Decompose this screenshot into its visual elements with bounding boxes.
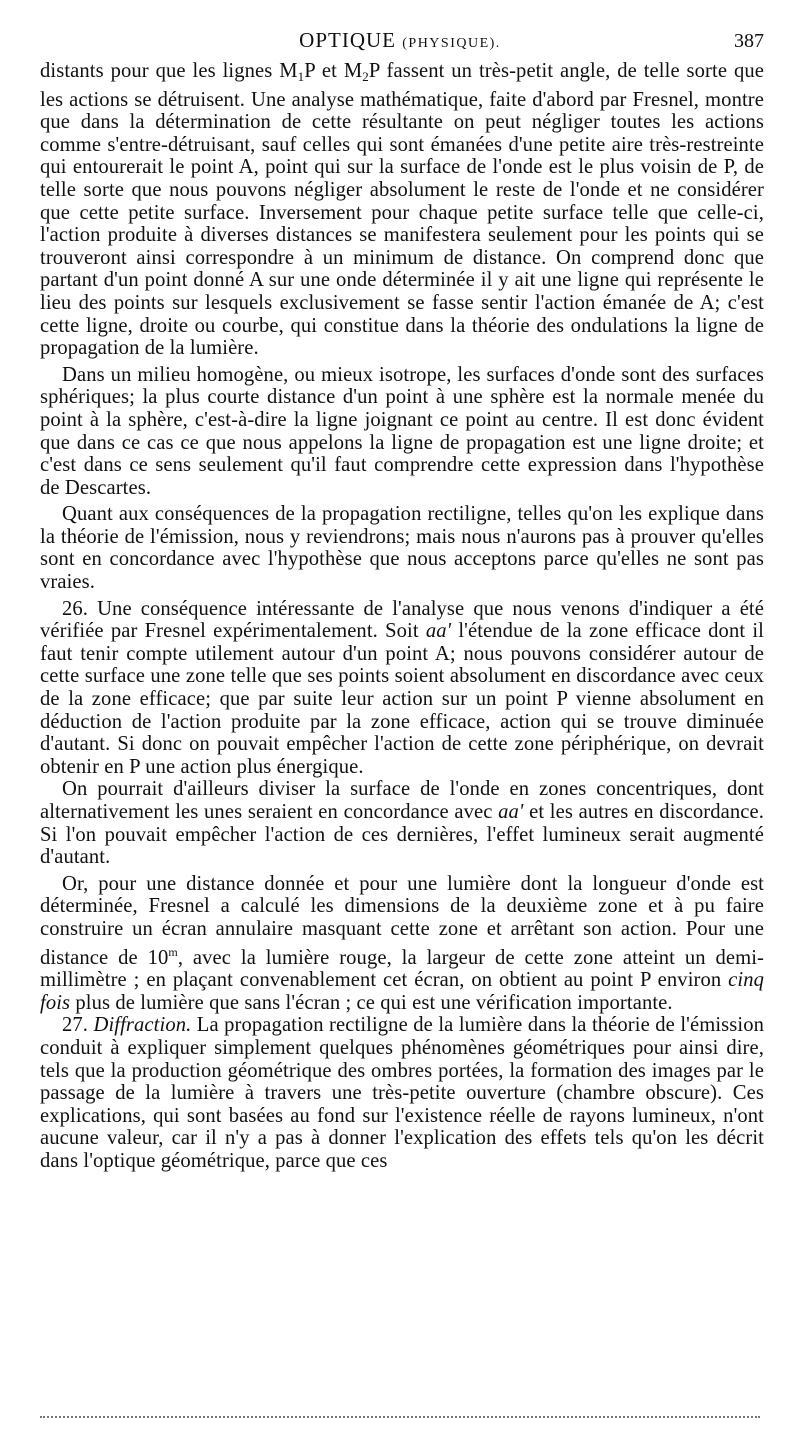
paragraph-2: Dans un milieu homogène, ou mieux isotrope, les surfaces d'onde sont des surfaces sphériques; la plus courte distance d'un point à une sphère est la normale menée du point à la sphère, c'est-à-dire la ligne joignant ce point au centre. Il est donc évident que dans ce cas ce que nous appelons la ligne de propagation est une ligne droite; et c'est dans ce sens seulement qu'il faut comprendre cette expression dans l'hypothèse de Descartes. bbox=[40, 363, 764, 499]
section-title-diffraction: Diffraction. bbox=[93, 1014, 192, 1037]
paragraph-4-text-b: l'étendue de la zone efficace dont il faut tenir compte utilement autour d'un point A; nous pouvons considérer autour de cette surface une zone telle que ses points soient absolument en discordance avec ceux de la zone efficace; que par suite leur action sur un point P vienne absolument en déduction de l'action produite par la zone efficace, action qui se trouve diminuée d'autant. Si donc on pouvait empêcher l'action de cette zone périphérique, on devrait obtenir en P une action plus énergique. bbox=[40, 620, 764, 778]
paragraph-6-text-b: , avec la lumière rouge, la largeur de cette zone atteint un demi-millimètre ; en plaçant convenablement cet écran, on obtient au point P environ bbox=[40, 946, 765, 992]
running-title bbox=[0, 28, 800, 53]
paragraph-1 bbox=[40, 60, 764, 360]
subscript-2: 2 bbox=[362, 69, 369, 84]
emphasis-cinq-fois: cinq fois bbox=[40, 969, 764, 1014]
paragraph-1-text-c: P fassent un très-petit angle, de telle sorte que les actions se détruisent. Une analyse mathématique, faite d'abord par Fresnel, montre que dans la détermination de cette résultante on peut négliger toutes les actions comme s'entre-détruisant, sauf celles qui sont émanées d'une petite aire très-restreinte qui entourerait le point A, point qui sur la surface de l'onde est le plus voisin de P, de telle sorte que nous pouvons négliger absolument le reste de l'onde et ne considérer que cette petite surface. Inversement pour chaque petite surface telle que celle-ci, l'action produite à diverses distances se manifestera seulement pour les points qui se trouveront ainsi correspondre à un minimum de distance. On comprend donc que partant d'un point donné A sur une onde déterminée il y ait une ligne qui représente le lieu des points sur lesquels exclusivement se fasse sentir l'action émanée de A; c'est cette ligne, droite ou courbe, qui constitue dans la théorie des ondulations la ligne de propagation de la lumière. bbox=[40, 60, 764, 360]
paragraph-5 bbox=[40, 778, 764, 868]
superscript-m: m bbox=[168, 944, 178, 959]
paragraph-1-text-a: distants pour que les lignes M bbox=[40, 60, 298, 82]
paragraph-6-text-c: plus de lumière que sans l'écran ; ce qui est une vérification importante. bbox=[70, 991, 673, 1014]
running-title-main: OPTIQUE bbox=[299, 28, 396, 52]
page-number: 387 bbox=[734, 30, 764, 52]
paragraph-6-text-a: Or, pour une distance donnée et pour une lumière dont la longueur d'onde est déterminée, Fresnel a calculé les dimensions de la deuxième zone et à pu faire construire un écran annulaire masquant cette zone et arrêtant son action. Pour une distance de 10 bbox=[40, 872, 764, 969]
paragraph-4-text-a: Une conséquence intéressante de l'analyse que nous venons d'indiquer a été vérifiée par Fresnel expérimentalement. Soit bbox=[40, 597, 764, 643]
subscript-1: 1 bbox=[297, 69, 305, 84]
running-head bbox=[0, 28, 800, 52]
section-number-27: 27. bbox=[62, 1014, 89, 1037]
running-title-paren: (PHYSIQUE). bbox=[402, 36, 501, 51]
paragraph-3: Quant aux conséquences de la propagation rectiligne, telles qu'on les explique dans la théorie de l'émission, nous y reviendrons; mais nous n'aurons pas à prouver qu'elles sont en concordance avec l'hypothèse que nous acceptons parce qu'elles ne sont pas vraies. bbox=[40, 503, 764, 594]
paragraph-7-text: La propagation rectiligne de la lumière dans la théorie de l'émission conduit à expliquer simplement quelques phénomènes géométriques pour ainsi dire, tels que la production géométrique des ombres portées, la formation des images par le passage de la lumière à travers une très-petite ouverture (chambre obscure). Ces explications, qui sont basées au fond sur l'existence réelle de rayons lumineux, n'ont aucune valeur, car il n'y a pas à donner l'explication des effets tels qu'on les décrit dans l'optique géométrique, parce que ces bbox=[40, 1014, 764, 1172]
paragraph-4 bbox=[40, 598, 764, 779]
paragraph-1-text-b: P et M bbox=[304, 60, 363, 82]
paragraph-5-text-b: et les autres en discordance. Si l'on pouvait empêcher l'action de ces dernières, l'effet lumineux serait augmenté d'autant. bbox=[40, 801, 765, 869]
section-number-26: 26. bbox=[62, 597, 89, 620]
paragraph-7 bbox=[40, 1014, 764, 1172]
paragraph-5-text-a: On pourrait d'ailleurs diviser la surface de l'onde en zones concentriques, dont alternativement les unes seraient en concordance avec bbox=[40, 778, 764, 823]
variable-aa: aa' bbox=[425, 620, 452, 643]
body-text bbox=[40, 60, 764, 1173]
paragraph-6 bbox=[40, 873, 764, 1015]
footer-dotted-rule bbox=[40, 1416, 760, 1418]
variable-aa: aa' bbox=[498, 801, 524, 823]
